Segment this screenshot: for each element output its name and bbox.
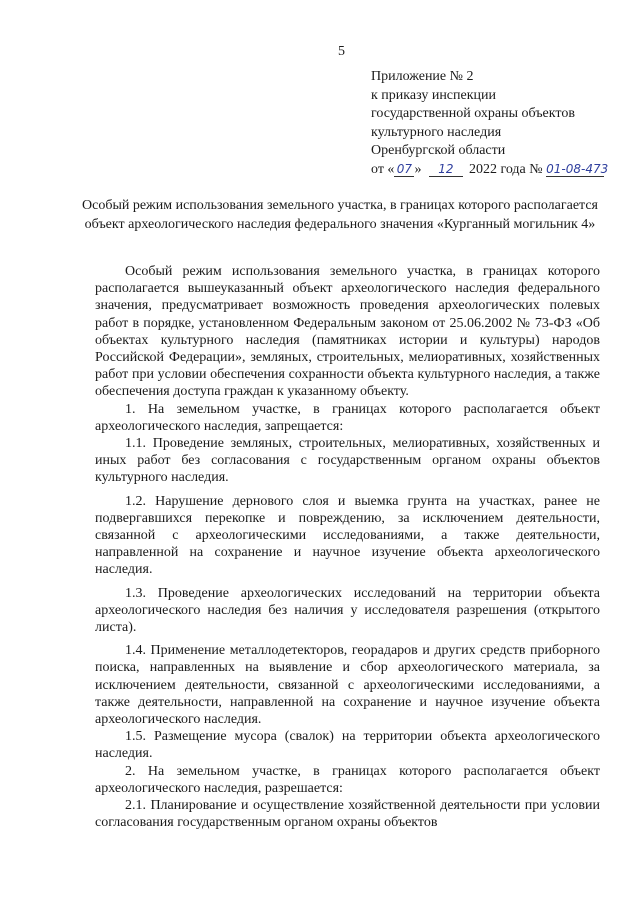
- handwritten-order-number: 01-08-473: [546, 161, 609, 176]
- paragraph-2: 2. На земельном участке, в границах которого располагается объект археологического наследия, разрешается:: [95, 763, 600, 796]
- approval-line: к приказу инспекции: [371, 87, 497, 103]
- date-close-quote: »: [414, 161, 422, 177]
- handwritten-month: 12: [429, 163, 463, 177]
- approval-line: культурного наследия: [371, 124, 502, 140]
- page-number: 5: [338, 44, 345, 59]
- approval-line: государственной охраны объектов: [371, 106, 575, 122]
- paragraph-1-2: 1.2. Нарушение дернового слоя и выемка грунта на участках, ранее не подвергавшихся перекопке и повреждению, за исключением деятельности, связанной с археологическими исследованиями, а также деятельности, направленной на сохранение и научное изучение объекта археологического наследия.: [95, 493, 600, 578]
- paragraph-intro: Особый режим использования земельного участка, в границах которого располагается вышеуказанный объект археологического наследия федерального значения, предусматривает возможность проведения археологических полевых работ в порядке, установленном Федеральным законом от 25.06.2002 № 73-ФЗ «Об объектах культурного наследия (памятниках истории и культуры) народов Российской Федерации», земляных, строительных, мелиоративных, хозяйственных работ при условии обеспечения сохранности объекта культурного наследия, а также обеспечения доступа граждан к указанному объекту.: [95, 264, 600, 400]
- document-title: Особый режим использования земельного участка, в границах которого располагается объект археологического наследия федерального значения «Курганный могильник 4»: [82, 198, 598, 232]
- paragraph-2-1: 2.1. Планирование и осуществление хозяйственной деятельности при условии согласования государственным органом охраны объектов: [95, 798, 600, 831]
- approval-date-line: [371, 161, 609, 180]
- paragraph-1-1: 1.1. Проведение земляных, строительных, мелиоративных, хозяйственных и иных работ без согласования с государственным органом охраны объектов культурного наследия.: [95, 436, 600, 486]
- paragraph-1-3: 1.3. Проведение археологических исследований на территории объекта археологического наследия без наличия у исследователя разрешения (открытого листа).: [95, 585, 600, 636]
- date-suffix: 2022 года №: [468, 161, 543, 177]
- paragraph-1-5: 1.5. Размещение мусора (свалок) на территории объекта археологического наследия.: [95, 729, 600, 762]
- document-body: [95, 263, 600, 832]
- paragraph-1: 1. На земельном участке, в границах которого располагается объект археологического наследия, запрещается:: [95, 401, 600, 434]
- date-prefix: от «: [371, 161, 395, 177]
- handwritten-day: 07: [394, 163, 414, 177]
- approval-block: [371, 68, 609, 180]
- approval-line: Оренбургской области: [371, 143, 506, 159]
- paragraph-1-4: 1.4. Применение металлодетекторов, георадаров и других средств приборного поиска, направленных на выявление и сбор археологического материала, за исключением деятельности, связанной с археологическими исследованиями, а также деятельности, направленной на сохранение и научное изучение объекта археологического наследия.: [95, 643, 600, 728]
- approval-line: Приложение № 2: [371, 69, 474, 84]
